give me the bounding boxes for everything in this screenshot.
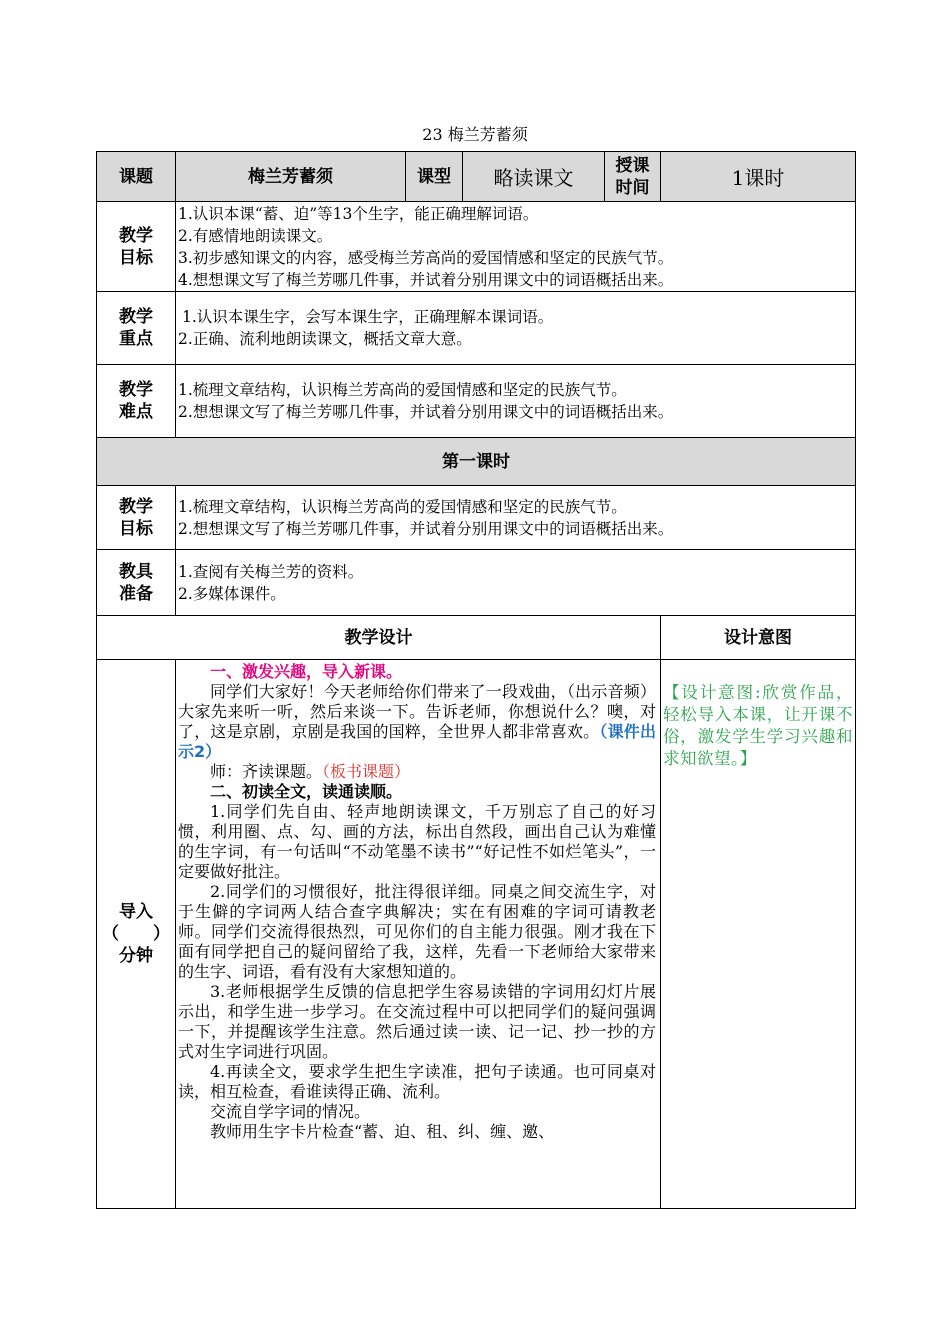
intent-header: 设计意图 [661,616,856,660]
design-paragraph: 交流自学字词的情况。 [210,1102,371,1121]
tools-label-line-1: 教具 [119,561,153,582]
design-paragraph: 4.再读全文，要求学生把生字读准，把句子读通。也可同桌对读，相互检查，看谁读得正确、流利。 [178,1062,656,1101]
design-paragraph [178,682,656,762]
lesson-plan-table [96,151,856,1209]
period-goals-content [176,486,856,550]
topic-label: 课题 [97,152,176,202]
period-goal-line: 2.想想课文写了梅兰芳哪几件事，并试着分别用课文中的词语概括出来。 [178,519,674,538]
period-goals-label-line-1: 教学 [119,496,153,517]
period-title: 第一课时 [97,438,856,486]
stage-label [97,660,176,1209]
tools-label [97,550,176,616]
goals-row [97,202,856,292]
difficulties-row [97,365,856,438]
section-2-title: 二、初读全文，读通读顺。 [210,782,403,801]
design-intent: 【设计意图:欣赏作品，轻松导入本课，让开课不俗，激发学生学习兴趣和求知欲望。】 [661,660,856,1209]
paragraph-text: 师：齐读课题。 [210,762,323,781]
header-row [97,152,856,202]
period-goals-label-line-2: 目标 [119,518,153,539]
tools-label-line-2: 准备 [119,583,153,604]
topic-value: 梅兰芳蓄须 [176,152,406,202]
design-paragraph: 1.同学们先自由、轻声地朗读课文，千万别忘了自己的好习惯，利用圈、点、勾、画的方法，标出自然段，画出自己认为难懂的生字词，有一句话叫“不动笔墨不读书”“好记性不如烂笔头”，一定要做好批注。 [178,802,656,881]
design-paragraph: 教师用生字卡片检查“蓄、迫、租、纠、缠、邀、 [210,1122,555,1141]
difficulty-line: 1.梳理文章结构，认识梅兰芳高尚的爱国情感和坚定的民族气节。 [178,381,627,399]
key-points-row [97,292,856,365]
stage-label-line-2: （ ） [102,924,170,944]
difficulties-label-line-2: 难点 [119,402,153,422]
time-label [605,152,661,202]
design-body-row [97,660,856,1209]
goals-content [176,202,856,292]
key-point-line: 1.认识本课生字，会写本课生字，正确理解本课词语。 [182,308,554,326]
design-paragraph: 2.同学们的习惯很好，批注得很详细。同桌之间交流生字，对于生僻的字词两人结合查字典解决；实在有困难的字词可请教老师。同学们交流得很热烈，可见你们的自主能力很强。刚才我在下面有同学把自己的疑问留给了我，这样，先看一下老师给大家带来的生字、词语，看有没有大家想知道的。 [178,882,656,981]
tools-row [97,550,856,616]
tool-line: 2.多媒体课件。 [178,584,286,603]
type-label: 课型 [406,152,463,202]
stage-label-line-3: 分钟 [119,946,153,966]
difficulties-label-line-1: 教学 [119,380,153,400]
tools-content [176,550,856,616]
key-point-line: 2.正确、流利地朗读课文，概括文章大意。 [178,330,472,348]
design-content [176,660,661,1209]
goal-line: 1.认识本课“蓄、迫”等13个生字，能正确理解词语。 [178,204,539,223]
time-label-line-1: 授课 [615,155,650,176]
type-value: 略读课文 [463,152,605,202]
time-label-line-2: 时间 [615,177,650,198]
courseware-note: （课件出示2） [178,722,656,761]
design-header: 教学设计 [97,616,661,660]
goals-label [97,202,176,292]
key-points-label [97,292,176,365]
goal-line: 2.有感情地朗读课文。 [178,226,333,245]
goals-label-line-2: 目标 [119,247,153,268]
difficulty-line: 2.想想课文写了梅兰芳哪几件事，并试着分别用课文中的词语概括出来。 [178,403,674,421]
board-note: （板书课题） [322,762,411,781]
design-paragraph: 3.老师根据学生反馈的信息把学生容易读错的字词用幻灯片展示出，和学生进一步学习。在交流过程中可以把同学们的疑问强调一下，并提醒该学生注意。然后通过读一读、记一记、抄一抄的方式对生字词进行巩固。 [178,982,656,1061]
paragraph-text: 同学们大家好！今天老师给你们带来了一段戏曲，（出示音频）大家先来听一听，然后来谈一下。告诉老师，你想说什么？噢，对了，这是京剧，京剧是我国的国粹，全世界人都非常喜欢。 [178,682,656,741]
period-title-row [97,438,856,486]
design-header-row [97,616,856,660]
time-value: 1课时 [661,152,856,202]
period-goals-label [97,486,176,550]
goal-line: 3.初步感知课文的内容，感受梅兰芳高尚的爱国情感和坚定的民族气节。 [178,248,674,267]
difficulties-content [176,365,856,438]
goal-line: 4.想想课文写了梅兰芳哪几件事，并试着分别用课文中的词语概括出来。 [178,270,674,289]
stage-label-line-1: 导入 [119,902,153,922]
difficulties-label [97,365,176,438]
key-points-content [176,292,856,365]
period-goal-line: 1.梳理文章结构，认识梅兰芳高尚的爱国情感和坚定的民族气节。 [178,497,627,516]
document-title: 23 梅兰芳蓄须 [422,125,528,144]
goals-label-line-1: 教学 [119,225,153,246]
tool-line: 1.查阅有关梅兰芳的资料。 [178,562,364,581]
period-goals-row [97,486,856,550]
section-1-title: 一、激发兴趣，导入新课。 [210,662,403,681]
key-points-label-line-1: 教学 [119,307,153,327]
design-paragraph [178,762,656,782]
key-points-label-line-2: 重点 [119,329,153,349]
